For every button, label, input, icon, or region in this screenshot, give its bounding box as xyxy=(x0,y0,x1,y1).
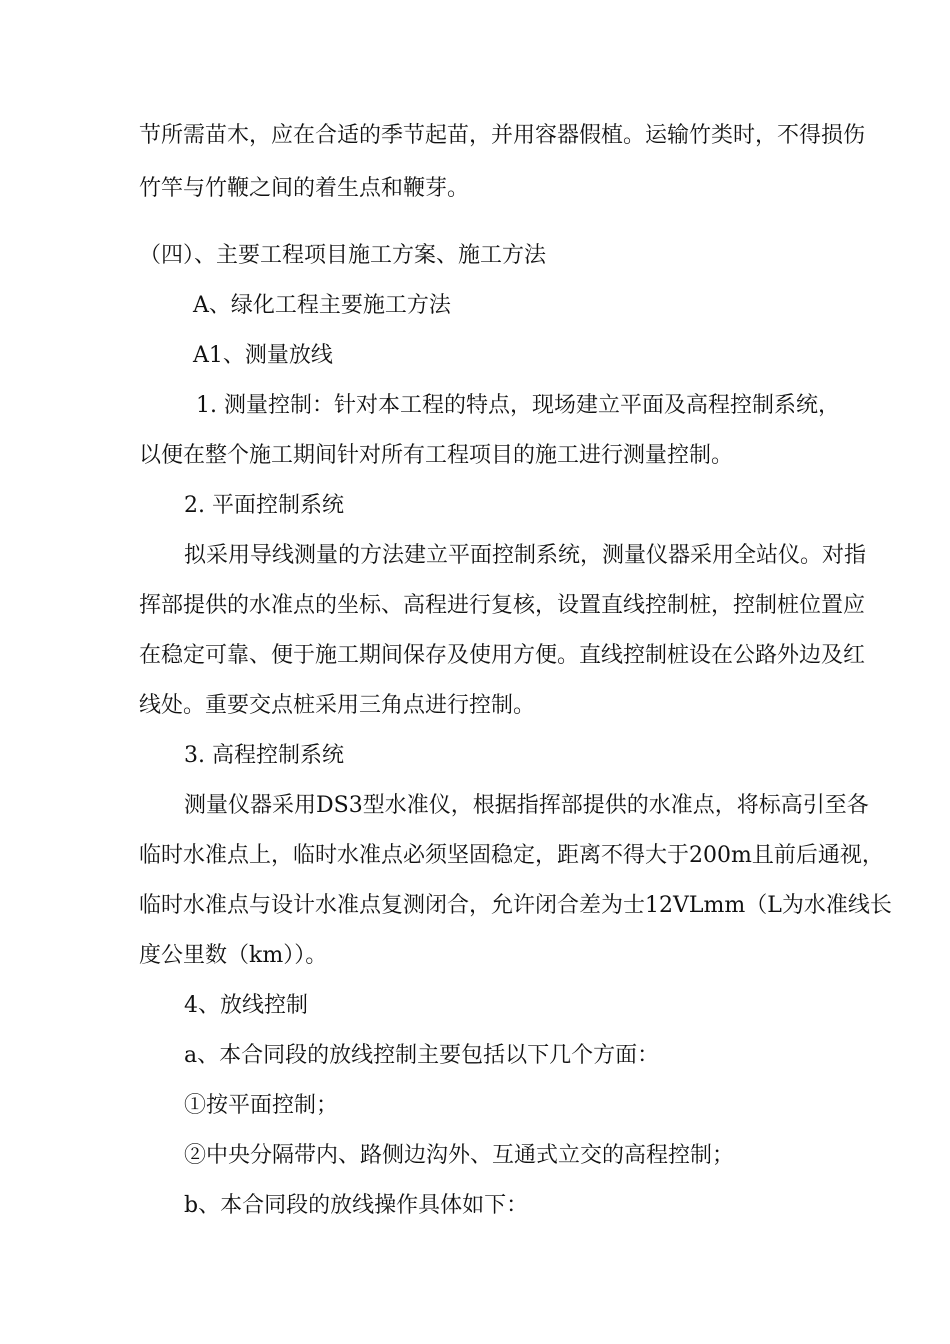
paragraph-line: 竹竿与竹鞭之间的着生点和鞭芽。 xyxy=(139,176,470,201)
paragraph-line: 节所需苗木，应在合适的季节起苗，并用容器假植。运输竹类时，不得损伤 xyxy=(139,123,866,148)
paragraph-line: 在稳定可靠、便于施工期间保存及使用方便。直线控制桩设在公路外边及红 xyxy=(139,643,866,668)
item-title: 3. 高程控制系统 xyxy=(184,743,344,768)
paragraph-line: 度公里数（km））。 xyxy=(139,943,328,968)
list-item: ②中央分隔带内、路侧边沟外、互通式立交的高程控制； xyxy=(184,1143,735,1168)
subsection-heading: A、绿化工程主要施工方法 xyxy=(193,293,451,318)
paragraph-line: 以便在整个施工期间针对所有工程项目的施工进行测量控制。 xyxy=(139,443,734,468)
paragraph-line: 线处。重要交点桩采用三角点进行控制。 xyxy=(139,693,536,718)
list-item: b、本合同段的放线操作具体如下： xyxy=(184,1193,529,1218)
list-item: ①按平面控制； xyxy=(184,1093,339,1118)
paragraph-line: 挥部提供的水准点的坐标、高程进行复核，设置直线控制桩，控制桩位置应 xyxy=(139,593,866,618)
subsection-heading: A1、测量放线 xyxy=(193,343,333,368)
section-heading: （四）、主要工程项目施工方案、施工方法 xyxy=(139,243,547,268)
paragraph-line: 临时水准点上，临时水准点必须坚固稳定，距离不得大于200m且前后通视， xyxy=(139,843,884,868)
paragraph-line: 1. 测量控制：针对本工程的特点，现场建立平面及高程控制系统， xyxy=(196,393,840,418)
paragraph-line: 临时水准点与设计水准点复测闭合，允许闭合差为士12VLmm（L为水准线长 xyxy=(139,893,892,918)
list-item: a、本合同段的放线控制主要包括以下几个方面： xyxy=(184,1043,660,1068)
item-title: 2. 平面控制系统 xyxy=(184,493,344,518)
paragraph-line: 测量仪器采用DS3型水准仪，根据指挥部提供的水准点，将标高引至各 xyxy=(184,793,869,818)
paragraph-line: 拟采用导线测量的方法建立平面控制系统，测量仪器采用全站仪。对指 xyxy=(184,543,867,568)
item-title: 4、放线控制 xyxy=(184,993,308,1018)
